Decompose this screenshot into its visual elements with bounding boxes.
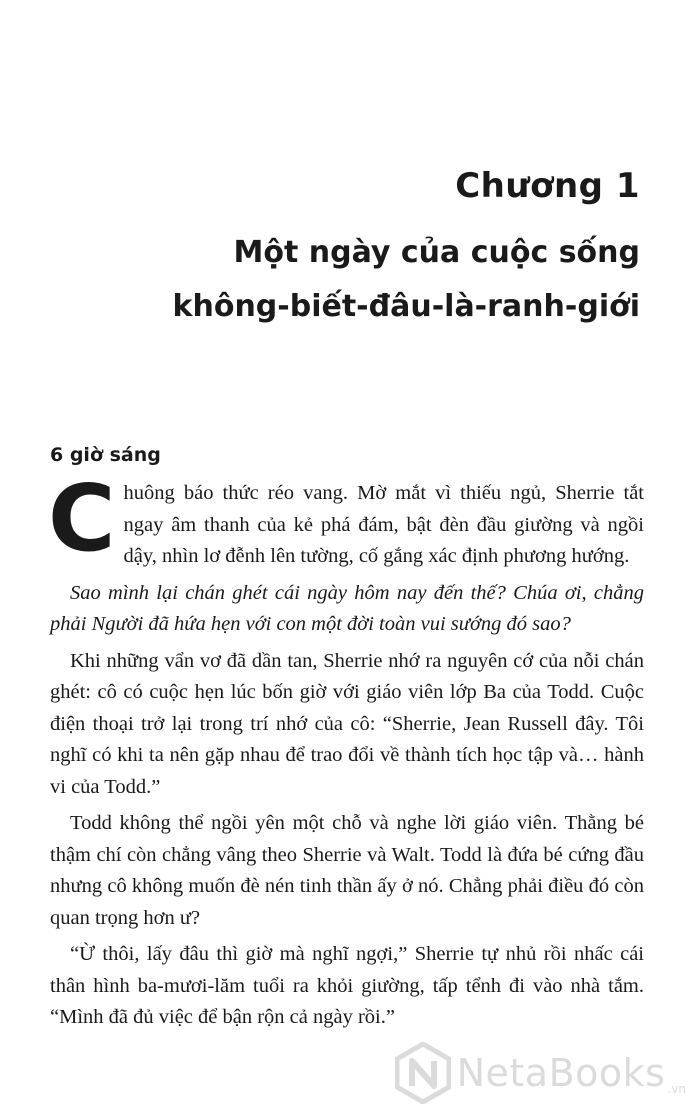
netabooks-logo-icon bbox=[395, 1042, 451, 1104]
watermark-text: NetaBooks bbox=[456, 1051, 666, 1095]
drop-cap: C bbox=[48, 465, 116, 572]
chapter-title-line-1: Một ngày của cuộc sống bbox=[233, 235, 640, 270]
paragraph-2: Sao mình lại chán ghét cái ngày hôm nay đến thế? Chúa ơi, chẳng phải Người đã hứa hẹn với con một đời toàn vui sướng đó sao? bbox=[50, 581, 644, 635]
paragraph-1 bbox=[48, 465, 644, 573]
section-heading: 6 giờ sáng bbox=[50, 444, 161, 466]
chapter-title-line-2: không-biết-đâu-là-ranh-giới bbox=[172, 289, 640, 324]
watermark-suffix: .vn bbox=[667, 1082, 686, 1096]
chapter-title bbox=[173, 226, 640, 334]
body-text bbox=[48, 465, 644, 1039]
paragraph-1-text: huông báo thức réo vang. Mờ mắt vì thiếu ngủ, Sherrie tắt ngay âm thanh của kẻ phá đám, bật đèn đầu giường và ngồi dậy, nhìn lơ đễnh lên tường, cố gắng xác định phương hướng. bbox=[123, 482, 644, 567]
paragraph-5: “Ừ thôi, lấy đâu thì giờ mà nghĩ ngợi,” Sherrie tự nhủ rồi nhấc cái thân hình ba-mươi-lăm tuổi ra khỏi giường, tấp tểnh đi vào nhà tắm. “Mình đã đủ việc để bận rộn cả ngày rồi.” bbox=[50, 943, 644, 1028]
paragraph-3: Khi những vẩn vơ đã dần tan, Sherrie nhớ ra nguyên cớ của nỗi chán ghét: cô có cuộc hẹn lúc bốn giờ với giáo viên lớp Ba của Todd. Cuộc điện thoại trở lại trong trí nhớ của cô: “Sherrie, Jean Russell đây. Tôi nghĩ có khi ta nên gặp nhau để trao đổi về thành tích học tập và… hành vi của Todd.” bbox=[50, 649, 644, 798]
paragraph-4: Todd không thể ngồi yên một chỗ và nghe lời giáo viên. Thằng bé thậm chí còn chẳng vâng theo Sherrie và Walt. Todd là đứa bé cứng đầu nhưng cô không muốn đè nén tinh thần ấy ở nó. Chẳng phải điều đó còn quan trọng hơn ư? bbox=[50, 812, 644, 929]
chapter-number: Chương 1 bbox=[455, 166, 640, 206]
watermark bbox=[395, 1042, 686, 1104]
